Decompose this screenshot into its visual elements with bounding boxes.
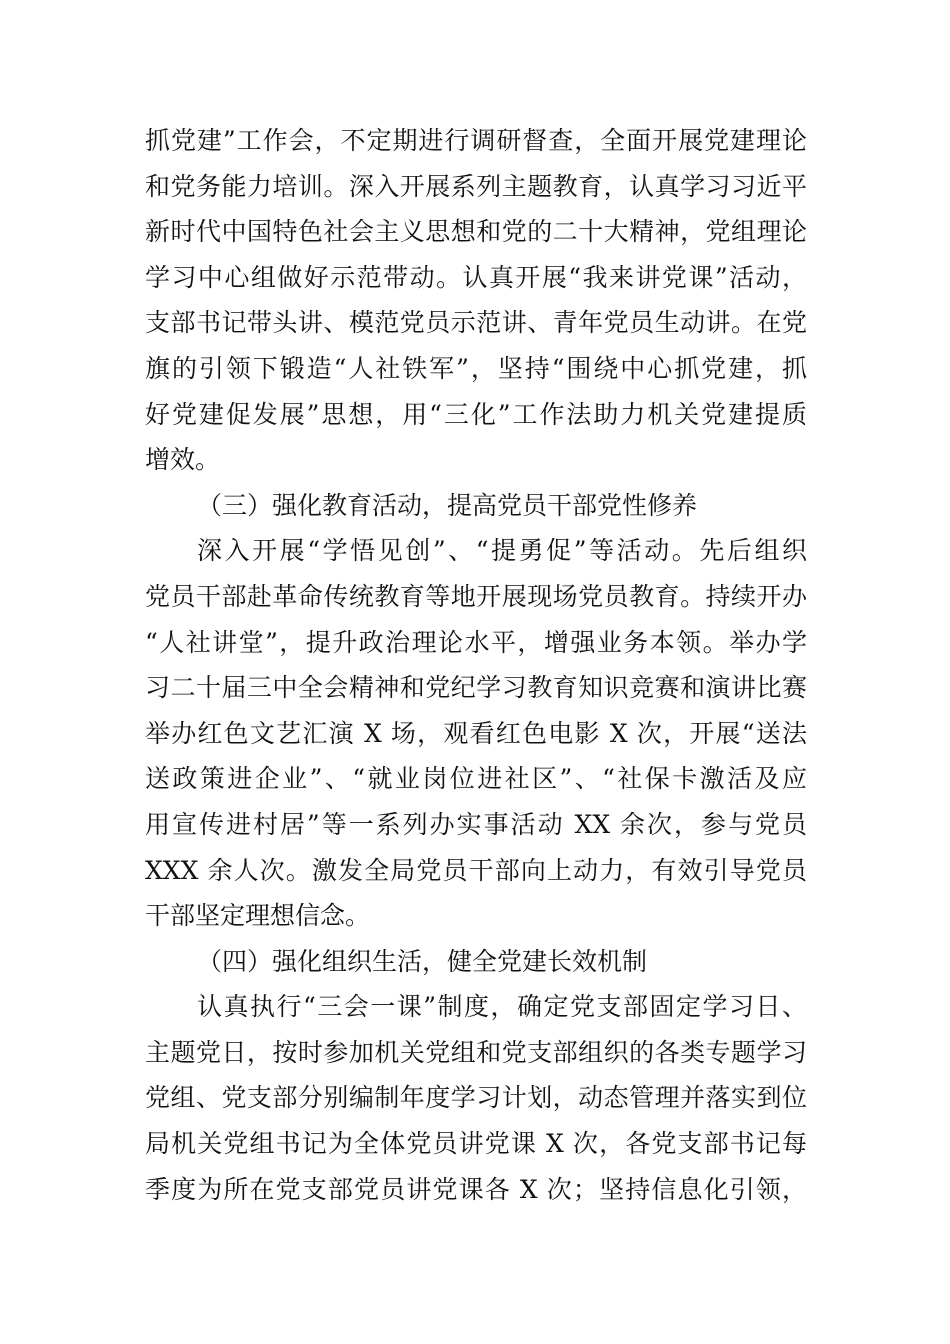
text-line: 支部书记带头讲、模范党员示范讲、青年党员生动讲。在党 [145,308,807,338]
text-line: 和党务能力培训。深入开展系列主题教育，认真学习习近平 [145,171,807,201]
text-line: 旗的引领下锻造“人社铁军”，坚持“围绕中心抓党建，抓 [145,353,807,383]
text-line: 送政策进企业”、“就业岗位进社区”、“社保卡激活及应 [145,764,807,794]
text-line: “人社讲堂”，提升政治理论水平，增强业务本领。举办学 [145,627,807,657]
text-line: 抓党建”工作会，不定期进行调研督查，全面开展党建理论 [145,126,807,155]
text-line: 深入开展“学悟见创”、“提勇促”等活动。先后组织 [197,536,807,566]
text-line: 学习中心组做好示范带动。认真开展“我来讲党课”活动， [145,262,807,292]
text-line: XXX 余人次。激发全局党员干部向上动力，有效引导党员 [145,855,807,885]
text-line: 季度为所在党支部党员讲党课各 X 次；坚持信息化引领， [145,1174,807,1204]
text-line: 用宣传进村居”等一系列办实事活动 XX 余次，参与党员 [145,809,807,839]
text-line: 党员干部赴革命传统教育等地开展现场党员教育。持续开办 [145,581,807,611]
text-line: 认真执行“三会一课”制度，确定党支部固定学习日、 [197,992,807,1022]
paragraph-section-4 [145,984,807,1212]
paragraph-intro [145,118,807,483]
text-line: 好党建促发展”思想，用“三化”工作法助力机关党建提质 [145,399,807,429]
text-line: 举办红色文艺汇演 X 场，观看红色电影 X 次，开展“送法 [145,718,807,748]
paragraph-section-3 [145,528,807,938]
text-line: 习二十届三中全会精神和党纪学习教育知识竞赛和演讲比赛 [145,673,807,703]
text-line: 主题党日，按时参加机关党组和党支部组织的各类专题学习 [145,1037,807,1067]
text-line: 新时代中国特色社会主义思想和党的二十大精神，党组理论 [145,217,807,247]
text-line: 干部坚定理想信念。 [145,901,371,931]
document-body [145,118,807,1212]
text-line: 增效。 [145,445,221,475]
section-heading-4: （四）强化组织生活，健全党建长效机制 [197,946,648,976]
section-heading-3: （三）强化教育活动，提高党员干部党性修养 [197,490,698,520]
text-line: 党组、党支部分别编制年度学习计划，动态管理并落实到位 [145,1083,807,1113]
text-line: 局机关党组书记为全体党员讲党课 X 次，各党支部书记每 [145,1129,807,1159]
